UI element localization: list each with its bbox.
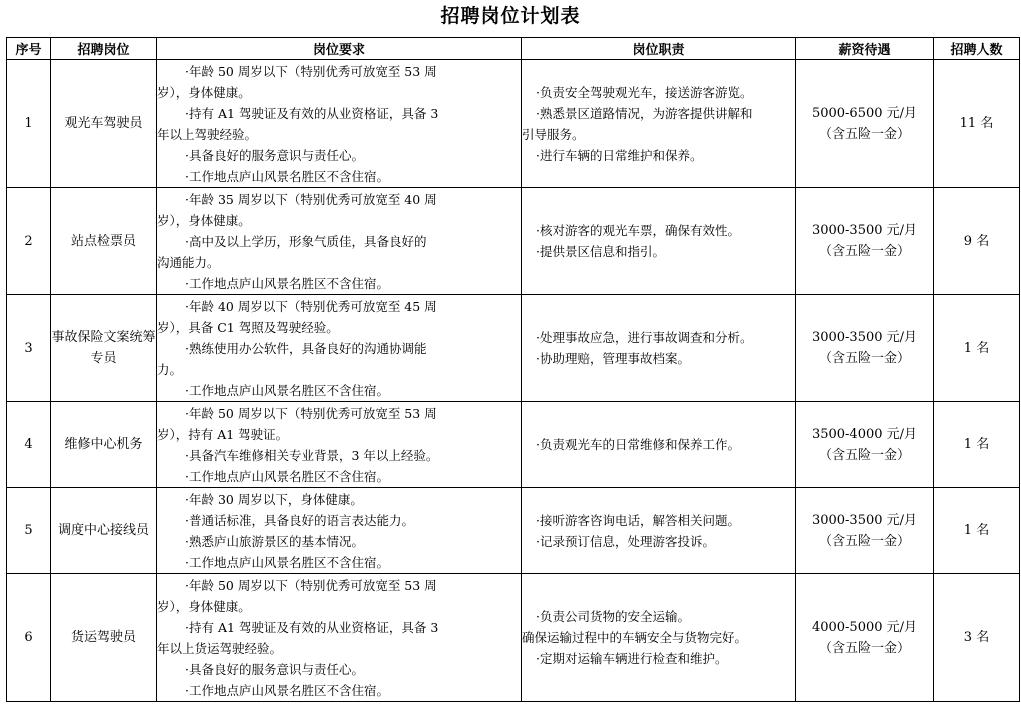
req-line: ·熟悉庐山旅游景区的基本情况。 xyxy=(185,533,364,549)
req-line: ·持有 A1 驾驶证及有效的从业资格证，具备 3 xyxy=(185,619,439,635)
row-position: 维修中心机务 xyxy=(51,402,157,488)
req-line: ·年龄 40 周岁以下（特别优秀可放宽至 45 周 xyxy=(185,298,437,314)
salary-note: （含五险一金） xyxy=(818,640,910,656)
row-count: 1 名 xyxy=(934,488,1020,574)
req-line: ·年龄 50 周岁以下（特别优秀可放宽至 53 周 xyxy=(185,577,437,593)
row-count: 11 名 xyxy=(934,60,1020,188)
duty-line: ·负责观光车的日常维修和保养工作。 xyxy=(536,437,740,452)
req-line: 岁），具备 C1 驾照及驾驶经验。 xyxy=(157,319,339,335)
row-salary xyxy=(796,574,934,702)
req-line: ·熟练使用办公软件，具备良好的沟通协调能 xyxy=(185,340,427,356)
header-requirements: 岗位要求 xyxy=(157,38,522,60)
salary-note: （含五险一金） xyxy=(818,126,910,142)
duty-line: 确保运输过程中的车辆安全与货物完好。 xyxy=(522,630,748,645)
salary-amount: 3000-3500 元/月 xyxy=(811,512,918,528)
req-line: 沟通能力。 xyxy=(157,254,220,270)
duty-line: ·提供景区信息和指引。 xyxy=(536,244,665,259)
row-salary xyxy=(796,488,934,574)
duty-line: ·接听游客咨询电话，解答相关问题。 xyxy=(536,512,740,528)
req-line: ·具备汽车维修相关专业背景，3 年以上经验。 xyxy=(185,447,439,463)
req-line: ·具备良好的服务意识与责任心。 xyxy=(185,661,364,677)
salary-amount: 5000-6500 元/月 xyxy=(811,105,918,121)
row-duties xyxy=(522,60,796,188)
row-no: 1 xyxy=(7,60,51,188)
table-row xyxy=(7,295,1020,402)
salary-amount: 4000-5000 元/月 xyxy=(811,619,918,635)
header-no: 序号 xyxy=(7,38,51,60)
req-line: ·工作地点庐山风景名胜区不含住宿。 xyxy=(185,275,389,291)
row-salary xyxy=(796,295,934,402)
req-line: ·具备良好的服务意识与责任心。 xyxy=(185,147,364,163)
row-count: 1 名 xyxy=(934,295,1020,402)
header-row xyxy=(7,38,1020,60)
req-line: ·年龄 50 周岁以下（特别优秀可放宽至 53 周 xyxy=(185,63,437,79)
row-requirements xyxy=(157,60,522,188)
row-requirements xyxy=(157,188,522,295)
table-row xyxy=(7,60,1020,188)
row-no: 5 xyxy=(7,488,51,574)
req-line: ·持有 A1 驾驶证及有效的从业资格证，具备 3 xyxy=(185,105,439,121)
duty-line: ·熟悉景区道路情况，为游客提供讲解和 xyxy=(536,105,753,121)
req-line: 岁），身体健康。 xyxy=(157,212,251,228)
recruitment-plan-table xyxy=(6,37,1020,702)
req-line: 岁），身体健康。 xyxy=(157,84,251,100)
row-position: 调度中心接线员 xyxy=(51,488,157,574)
req-line: ·年龄 35 周岁以下（特别优秀可放宽至 40 周 xyxy=(185,191,437,207)
row-no: 2 xyxy=(7,188,51,295)
row-salary xyxy=(796,188,934,295)
salary-note: （含五险一金） xyxy=(818,447,910,463)
duty-line: ·协助理赔，管理事故档案。 xyxy=(536,351,690,366)
salary-amount: 3000-3500 元/月 xyxy=(811,330,918,345)
req-line: ·普通话标准，具备良好的语言表达能力。 xyxy=(185,512,414,528)
header-salary: 薪资待遇 xyxy=(796,38,934,60)
duty-line: ·负责公司货物的安全运输。 xyxy=(536,609,690,624)
req-line: ·工作地点庐山风景名胜区不含住宿。 xyxy=(185,682,389,698)
row-duties xyxy=(522,488,796,574)
row-salary xyxy=(796,60,934,188)
row-position: 货运驾驶员 xyxy=(51,574,157,702)
duty-line: ·处理事故应急，进行事故调查和分析。 xyxy=(536,330,753,345)
row-count: 3 名 xyxy=(934,574,1020,702)
row-position: 观光车驾驶员 xyxy=(51,60,157,188)
req-line: ·工作地点庐山风景名胜区不含住宿。 xyxy=(185,468,389,484)
req-line: ·年龄 50 周岁以下（特别优秀可放宽至 53 周 xyxy=(185,405,437,421)
row-position: 事故保险文案统筹专员 xyxy=(51,295,157,402)
row-count: 1 名 xyxy=(934,402,1020,488)
req-line: ·工作地点庐山风景名胜区不含住宿。 xyxy=(185,554,389,570)
table-row xyxy=(7,574,1020,702)
req-line: 岁），身体健康。 xyxy=(157,598,251,614)
salary-amount: 3000-3500 元/月 xyxy=(811,223,918,238)
row-count: 9 名 xyxy=(934,188,1020,295)
row-requirements xyxy=(157,295,522,402)
req-line: 岁），持有 A1 驾驶证。 xyxy=(157,426,289,442)
row-requirements xyxy=(157,488,522,574)
duty-line: ·核对游客的观光车票，确保有效性。 xyxy=(536,223,740,238)
row-duties xyxy=(522,574,796,702)
row-no: 4 xyxy=(7,402,51,488)
row-duties xyxy=(522,188,796,295)
duty-line: ·进行车辆的日常维护和保养。 xyxy=(536,147,703,163)
salary-note: （含五险一金） xyxy=(818,533,910,549)
row-position: 站点检票员 xyxy=(51,188,157,295)
req-line: ·年龄 30 周岁以下，身体健康。 xyxy=(185,491,363,507)
row-duties xyxy=(522,295,796,402)
table-row xyxy=(7,402,1020,488)
row-no: 6 xyxy=(7,574,51,702)
header-count: 招聘人数 xyxy=(934,38,1020,60)
row-salary xyxy=(796,402,934,488)
row-duties xyxy=(522,402,796,488)
table-row xyxy=(7,188,1020,295)
req-line: 力。 xyxy=(157,361,183,377)
duty-line: ·记录预订信息，处理游客投诉。 xyxy=(536,533,715,549)
row-no: 3 xyxy=(7,295,51,402)
salary-note: （含五险一金） xyxy=(818,244,910,259)
row-requirements xyxy=(157,402,522,488)
req-line: 年以上驾驶经验。 xyxy=(157,126,258,142)
req-line: 年以上货运驾驶经验。 xyxy=(157,640,283,656)
req-line: ·工作地点庐山风景名胜区不含住宿。 xyxy=(185,382,389,398)
table-row xyxy=(7,488,1020,574)
salary-amount: 3500-4000 元/月 xyxy=(811,426,918,442)
duty-line: 引导服务。 xyxy=(522,126,585,142)
row-requirements xyxy=(157,574,522,702)
salary-note: （含五险一金） xyxy=(818,351,910,366)
header-position: 招聘岗位 xyxy=(51,38,157,60)
header-duties: 岗位职责 xyxy=(522,38,796,60)
req-line: ·高中及以上学历，形象气质佳，具备良好的 xyxy=(185,233,427,249)
duty-line: ·负责安全驾驶观光车，接送游客游览。 xyxy=(536,84,753,100)
duty-line: ·定期对运输车辆进行检查和维护。 xyxy=(536,651,728,666)
page-title: 招聘岗位计划表 xyxy=(440,5,581,27)
req-line: ·工作地点庐山风景名胜区不含住宿。 xyxy=(185,168,389,184)
